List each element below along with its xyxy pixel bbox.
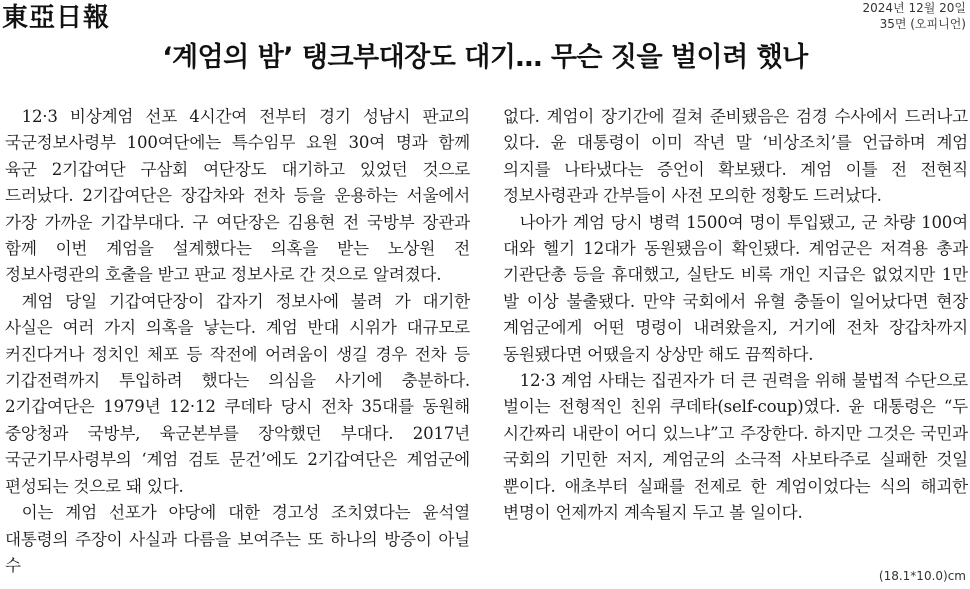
page-section: 35면 (오피니언) — [879, 17, 966, 31]
article-paragraph: 12·3 비상계엄 선포 4시간여 전부터 경기 성남시 판교의 국군정보사령부 100여단에는 특수임무 요원 30여 명과 함께 육군 2기갑여단 구삼회 여단장도 대기하고 있었던 것으로 드러났다. 2기갑여단은 장갑차와 전차 등을 운용하는 서울에서 가장 가까운 기갑부대다. 구 여단장은 김용현 전 국방부 장관과 함께 이번 계엄을 설계했다는 의혹을 받는 노상원 전 정보사령관의 호출을 받고 판교 정보사로 간 것으로 알려졌다. — [5, 107, 470, 285]
article-column-right — [503, 104, 968, 527]
issue-meta — [863, 0, 966, 32]
newspaper-masthead: 東亞日報 — [2, 3, 111, 33]
article-paragraph: 나아가 계엄 당시 병력 1500여 명이 투입됐고, 군 차량 100여 대와 헬기 12대가 동원됐음이 확인됐다. 계엄군은 저격용 총과 기관단총 등을 휴대했고, 실탄도 비록 개인 지급은 없었지만 1만 발 이상 불출됐다. 만약 국회에서 유혈 충돌이 일어났다면 현장 계엄군에게 어떤 명령이 내려왔을지, 거기에 전차 장갑차까지 동원됐다면 어땠을지 상상만 해도 끔찍하다. — [503, 212, 968, 364]
article-column-left — [5, 104, 470, 579]
article-paragraph: 없다. 계엄이 장기간에 걸쳐 준비됐음은 검경 수사에서 드러나고 있다. 윤 대통령이 이미 작년 말 ‘비상조치’를 언급하며 계엄 의지를 나타냈다는 증언이 확보됐다. 계엄 이틀 전 전현직 정보사령관과 간부들이 사전 모의한 정황도 드러났다. — [503, 107, 968, 206]
article-paragraph: 12·3 계엄 사태는 집권자가 더 큰 권력을 위해 불법적 수단으로 벌이는 전형적인 친위 쿠데타(self-coup)였다. 윤 대통령은 “두 시간짜리 내란이 어디 있느냐”고 주장한다. 하지만 그것은 국민과 국회의 기민한 저지, 계엄군의 소극적 사보타주로 실패한 것일 뿐이다. 애초부터 실패를 전제로 한 계엄이었다는 식의 해괴한 변명이 언제까지 계속될지 두고 볼 일이다. — [503, 371, 968, 523]
editorial-headline: ‘계엄의 밤’ 탱크부대장도 대기… 무슨 짓을 벌이려 했나 — [162, 42, 808, 73]
issue-date: 2024년 12월 20일 — [862, 1, 966, 15]
article-size-note: (18.1*10.0)cm — [878, 569, 966, 583]
article-paragraph: 계엄 당일 기갑여단장이 갑자기 정보사에 불려 가 대기한 사실은 여러 가지 의혹을 낳는다. 계엄 반대 시위가 대규모로 커진다거나 정치인 체포 등 작전에 어려움이 생길 경우 전차 등 기갑전력까지 투입하려 했다는 의심을 사기에 충분하다. 2기갑여단은 1979년 12·12 쿠데타 당시 전차 35대를 동원해 중앙청과 국방부, 육군본부를 장악했던 부대다. 2017년 국군기무사령부의 ‘계엄 검토 문건’에도 2기갑여단은 계엄군에 편성되는 것으로 돼 있다. — [5, 291, 470, 496]
article-paragraph: 이는 계엄 선포가 야당에 대한 경고성 조치였다는 윤석열 대통령의 주장이 사실과 다름을 보여주는 또 하나의 방증이 아닐 수 — [5, 503, 470, 575]
